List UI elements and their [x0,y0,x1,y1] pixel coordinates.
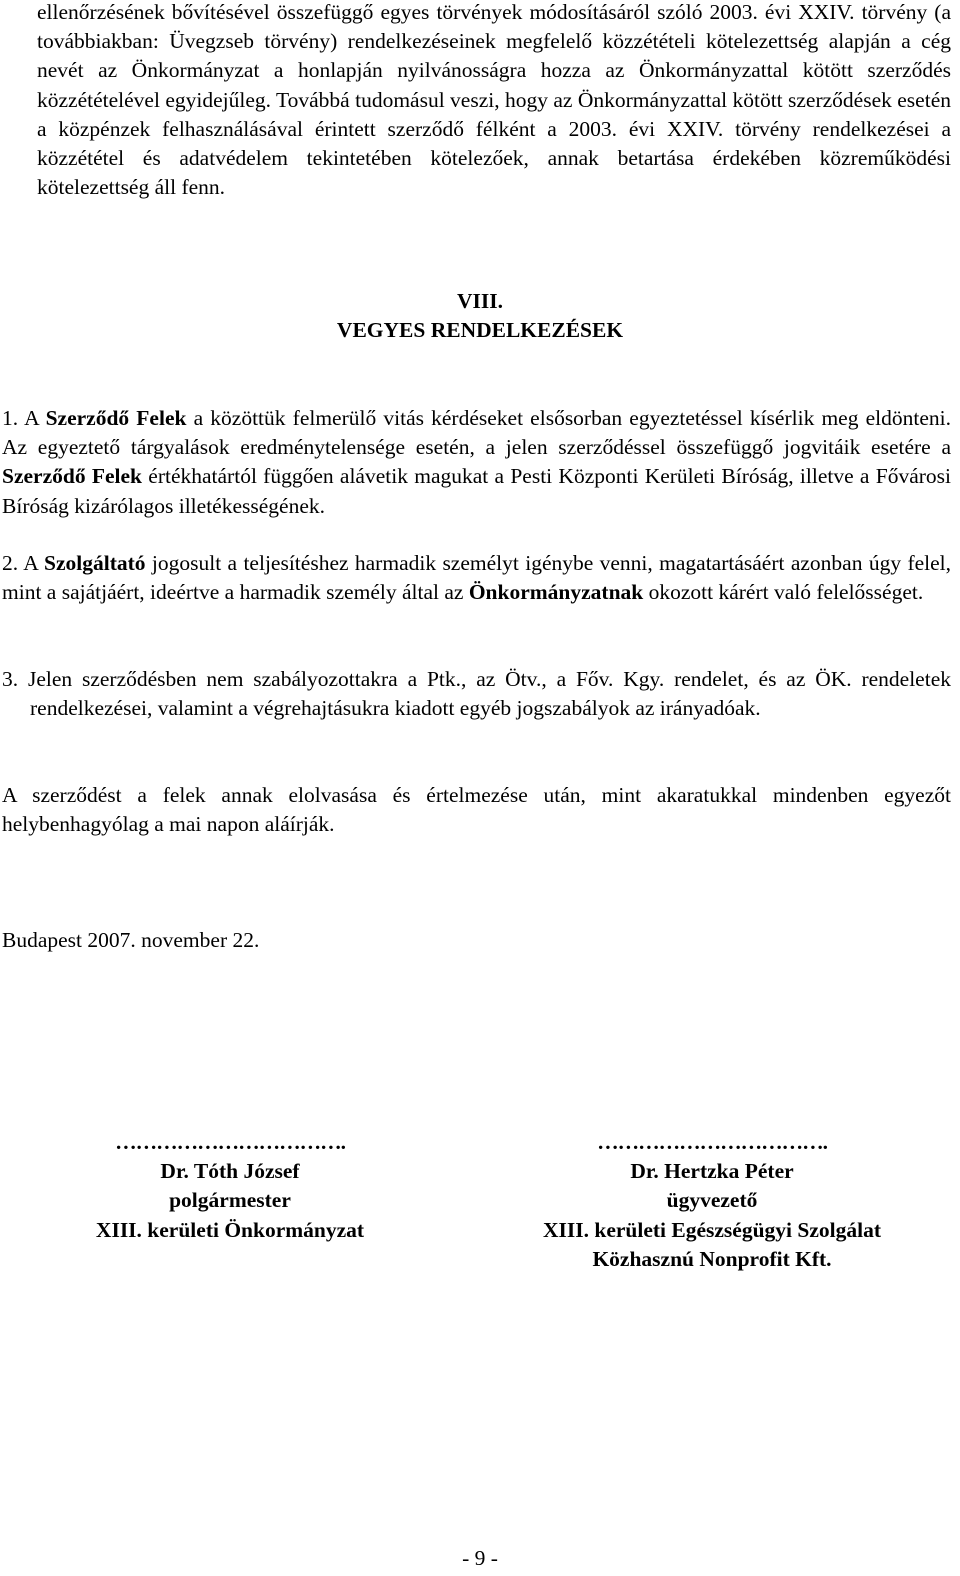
signature-line-right: ……………………………. [597,1130,827,1154]
signature-block-left [60,1128,400,1245]
clause-3-text [2,665,951,723]
closing-statement-text: A szerződést a felek annak elolvasása és értelmezése után, mint akaratukkal mindenben egyezőt helybenhagyólag a mai napon aláírják. [2,783,951,837]
page-number: - 9 - [462,1546,498,1570]
intro-paragraph [37,0,951,202]
closing-statement [2,781,951,839]
intro-paragraph-text: ellenőrzésének bővítésével összefüggő egyes törvények módosításáról szóló 2003. évi XXIV. törvény (a továbbiakban: Üvegzseb törvény) rendelkezéseinek megfelelő közzétételi kötelezettség alapján a cég nevét az Önkormányzat a honlapján nyilvánosságra hozza az Önkormányzattal kötött szerződés közzétételével egyidejűleg. Továbbá tudomásul veszi, hogy az Önkormányzattal kötött szerződések esetén a közpénzek felhasználásával érintett szerződő félként a 2003. évi XXIV. törvény rendelkezései a közzététel és adatvédelem tekintetében kötelezőek, annak betartása érdekében közreműködési kötelezettség áll fenn. [37,0,951,200]
clause-bold-term: Szerződő Felek [2,464,143,489]
clause-text-run: okozott kárért való felelősséget. [643,580,924,605]
signature-block-right [500,1128,924,1274]
clause-text-run: 2. A [2,551,45,575]
clause-2-text [2,549,951,607]
clause-text-run: 1. A [2,406,46,430]
signatory-org-right-line2: Közhasznú Nonprofit Kft. [592,1246,832,1271]
clause-bold-term: Önkormányzatnak [468,580,644,605]
clause-2 [2,549,951,607]
clause-text-run: jogosult a teljesítéshez harmadik személyt igénybe venni, magatartásáért azonban úgy felel, mint a sajátjáért, ideértve a harmadik személy által az [2,551,952,605]
signatory-title-right: ügyvezető [666,1188,758,1213]
clause-text-run: a közöttük felmerülő vitás kérdéseket elsősorban egyeztetéssel kísérlik meg eldönteni. Az egyeztető tárgyalások eredménytelensége esetén, a jelen szerződéssel összefüggő jogvitáik esetére a [2,406,951,460]
signature-line-left: ……………………………. [115,1130,345,1154]
clause-3 [2,665,951,723]
clause-text-run: 3. Jelen szerződésben nem szabályozottakra a Ptk., az Ötv., a Főv. Kgy. rendelet, és az ÖK. rendeletek rendelkezései, valamint a végrehajtásukra kiadott egyéb jogszabályok az irányadóak. [2,667,951,721]
clause-1-text [2,404,951,521]
section-title: VEGYES RENDELKEZÉSEK [336,318,624,342]
section-number: VIII. [456,289,503,313]
signatory-org-right: XIII. kerületi Egészségügyi Szolgálat [542,1217,882,1242]
signatory-org-left: XIII. kerületi Önkormányzat [95,1217,365,1242]
signatory-name-right: Dr. Hertzka Péter [630,1159,794,1184]
clause-bold-term: Szolgáltató [44,551,146,575]
clause-1 [2,404,951,521]
signatory-title-left: polgármester [169,1188,291,1213]
place-date: Budapest 2007. november 22. [2,928,260,952]
signatory-name-left: Dr. Tóth József [160,1159,300,1184]
clause-text-run: értékhatártól függően alávetik magukat a Pesti Központi Kerületi Bíróság, illetve a Fővárosi Bíróság kizárólagos illetékességének. [2,464,951,518]
clause-bold-term: Szerződő Felek [45,406,187,430]
